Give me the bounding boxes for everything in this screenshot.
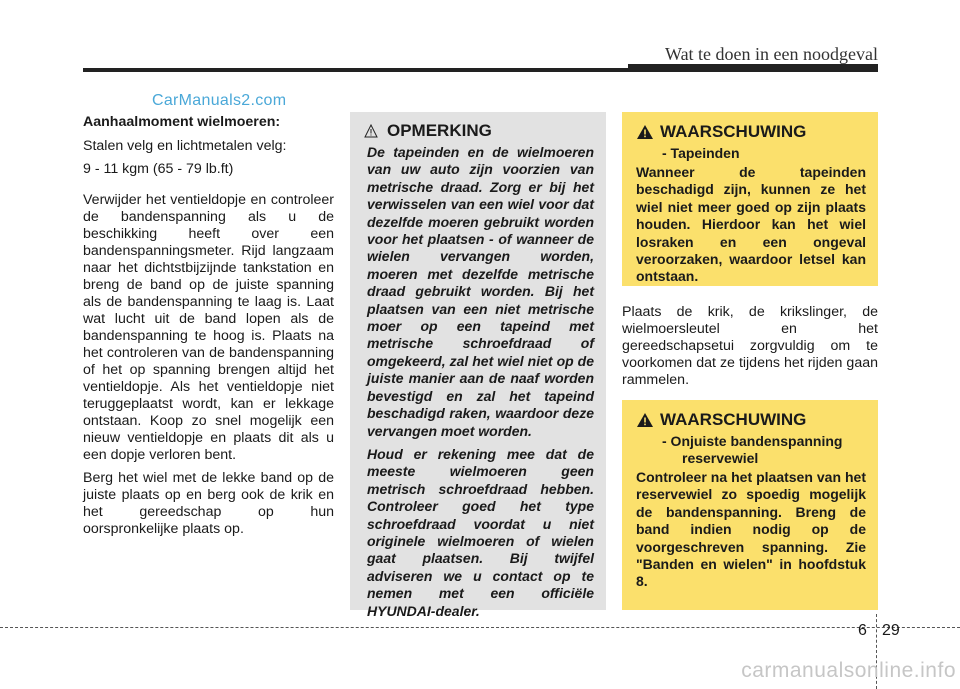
warning-triangle-outline-icon xyxy=(364,124,378,138)
note-title xyxy=(364,121,492,141)
torque-value: 9 - 11 kgm (65 - 79 lb.ft) xyxy=(83,161,234,177)
warning-title xyxy=(636,122,806,142)
warning-subtitle-line-2: reservewiel xyxy=(682,450,759,466)
note-box xyxy=(350,112,606,619)
warning-box-studs xyxy=(622,112,878,286)
note-body xyxy=(367,144,594,626)
torque-heading: Aanhaalmoment wielmoeren: xyxy=(83,114,281,130)
warning-body: Wanneer de tapeinden beschadigd zijn, kunnen ze het wiel niet meer goed op zijn plaats houden. Hierdoor kan het wiel losraken en een ongeval veroorzaken, waardoor letsel kan ontstaan. xyxy=(636,164,866,285)
page-number: 29 xyxy=(882,622,900,639)
warning-subtitle: - Tapeinden xyxy=(662,145,740,161)
warning-subtitle xyxy=(662,433,862,467)
warning-title-label: WAARSCHUWING xyxy=(660,122,807,141)
warning-triangle-icon xyxy=(636,124,654,140)
wheel-type-line: Stalen velg en lichtmetalen velg: xyxy=(83,138,287,154)
note-paragraph-2: Houd er rekening mee dat de meeste wielmoeren geen metrisch schroefdraad hebben. Controleer goed het type schroefdraad voordat u niet originele wielmoeren of wielen gaat plaatsen. Bij twijfel adviseren we u contact op te nemen met een officiële HYUNDAI-dealer. xyxy=(367,445,594,619)
warning-title xyxy=(636,410,806,430)
watermark-top: CarManuals2.com xyxy=(152,92,287,109)
jack-storage-paragraph: Plaats de krik, de krikslinger, de wielmoersleutel en het gereedschapsetui zorgvuldig om te voorkomen dat ze tijdens het rijden gaan rammelen. xyxy=(622,304,878,388)
warning-title-label: WAARSCHUWING xyxy=(660,410,807,429)
warning-box-pressure xyxy=(622,400,878,610)
warning-triangle-icon xyxy=(636,412,654,428)
note-title-label: OPMERKING xyxy=(387,121,492,140)
note-paragraph-1: De tapeinden en de wielmoeren van uw auto zijn voorzien van metrische draad. Zorg er bij het verwisselen van een wiel voor dat dezelfde moeren gebruikt worden voor het plaatsen - of wanneer de wielen vervangen worden, moeren met dezelfde metrische draad gebruikt worden. Bij het plaatsen van een niet metrische moer op een tapeind met metrische schroefdraad of omgekeerd, zal het wiel niet op de juiste manier aan de naaf worden bevestigd en zal het tapeind beschadigd raken, waardoor deze vervangen moet worden. xyxy=(367,144,594,439)
column-left xyxy=(83,114,334,544)
warning-body: Controleer na het plaatsen van het reservewiel zo spoedig mogelijk de bandenspanning. Breng de band indien nodig op de voorgeschreven spanning. Zie "Banden en wielen" in hoofdstuk 8. xyxy=(636,469,866,590)
footer-divider xyxy=(0,627,960,628)
header-rule-accent xyxy=(628,64,878,72)
watermark-bottom: carmanualsonline.info xyxy=(741,659,956,682)
chapter-number: 6 xyxy=(858,622,867,639)
storage-paragraph: Berg het wiel met de lekke band op de juiste plaats op en berg ook de krik en het gereedschap op hun oorspronkelijke plaats op. xyxy=(83,470,334,537)
page-header-title: Wat te doen in een noodgeval xyxy=(665,44,878,64)
tire-pressure-paragraph: Verwijder het ventieldopje en controleer de bandenspanning als u de beschikking heeft over een bandenspanningsmeter. Rijd langzaam naar het dichtstbijzijnde tankstation en breng de band op de juiste spanning als de bandenspanning te laag is. Laat wat lucht uit de band lopen als de bandenspanning te hoog is. Plaats na het controleren van de bandenspanning of het op spanning brengen altijd het ventieldopje. Als het ventieldopje niet teruggeplaatst wordt, kan er lekkage ontstaan. Koop zo snel mogelijk een nieuw ventieldopje en plaats dit als u een dopje verloren bent. xyxy=(83,192,334,463)
warning-subtitle-line-1: - Onjuiste bandenspanning xyxy=(662,433,843,449)
